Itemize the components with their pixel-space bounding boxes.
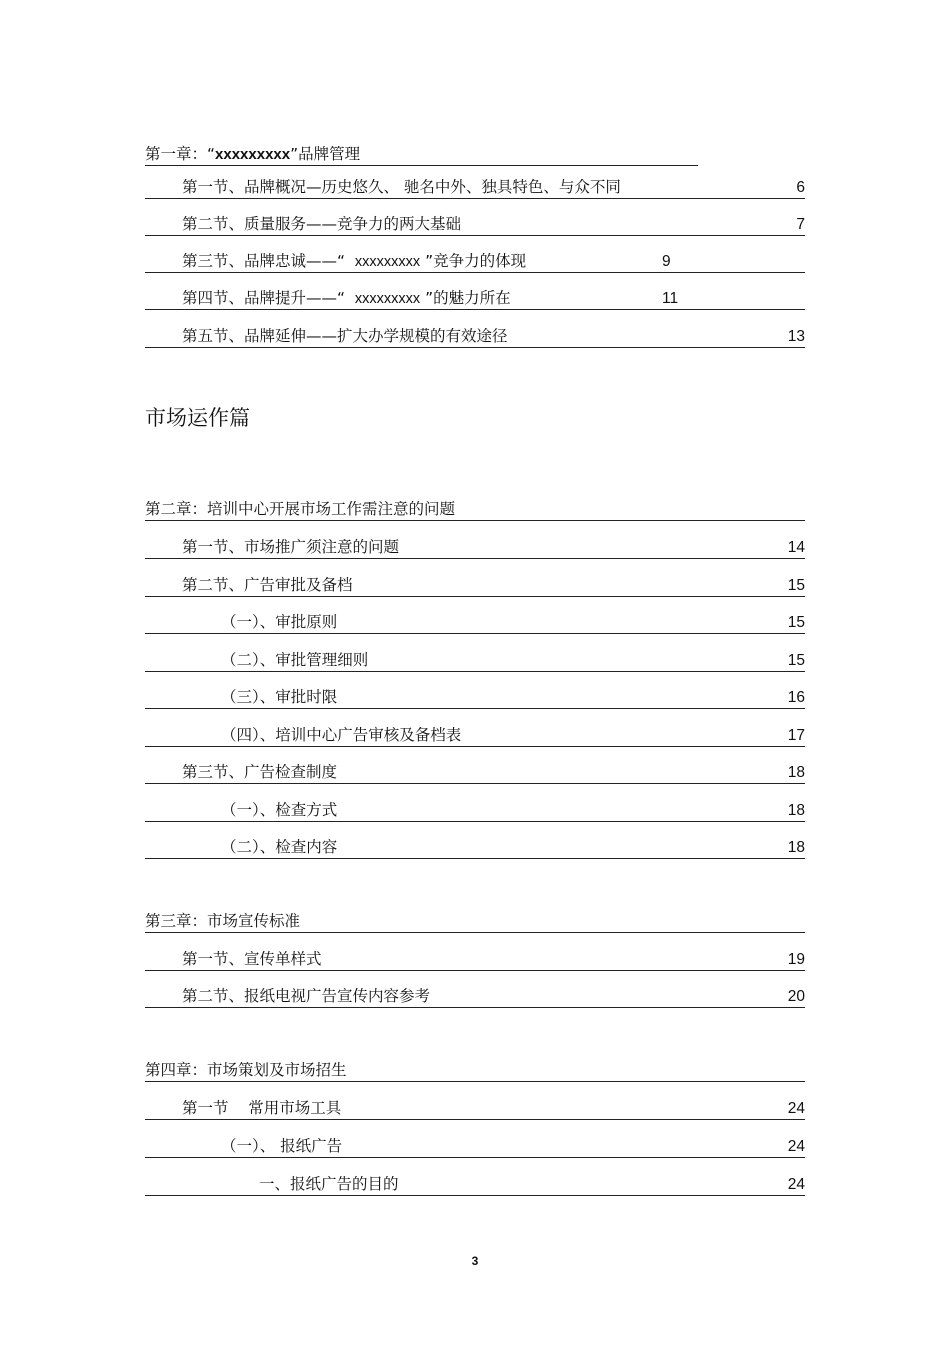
page-number: 3 [471,1254,479,1268]
toc-entry-ch1-s4[interactable] [145,287,805,310]
toc-entry-page: 24 [787,1138,805,1155]
toc-entry-ch1-s1[interactable] [145,176,805,199]
toc-entry-ch4-1[interactable] [145,1097,805,1120]
toc-entry-ch3-1[interactable] [145,948,805,971]
chapter-3-title: 第三章：市场宣传标准 [145,912,301,930]
toc-entry-label: 第一节、品牌概况—历史悠久、 驰名中外、独具特色、与众不同 [182,178,621,196]
toc-entry-page: 18 [787,802,805,819]
toc-entry-label: 第五节、品牌延伸——扩大办学规模的有效途径 [182,327,508,345]
toc-entry-label: 第一节、宣传单样式 [182,950,322,968]
chapter-3-heading [145,910,805,933]
toc-entry-ch2-7[interactable] [145,761,805,784]
toc-entry-label-part-b: ”的魅力所在 [425,289,511,307]
part-title: 市场运作篇 [145,406,250,430]
chapter-2-heading [145,498,805,521]
chapter-1-prefix: 第一章：“ [145,145,216,163]
chapter-4-title: 第四章：市场策划及市场招生 [145,1061,347,1079]
toc-entry-ch4-2[interactable] [145,1135,805,1158]
toc-entry-label: 第三节、广告检查制度 [182,763,338,781]
toc-entry-label: （一）、 报纸广告 [221,1137,343,1155]
toc-entry-ch2-2[interactable] [145,574,805,597]
toc-entry-ch3-2[interactable] [145,985,805,1008]
toc-entry-ch2-5[interactable] [145,686,805,709]
toc-entry-label-part-a: 第四节、品牌提升——“ [182,289,346,307]
toc-entry-page: 24 [787,1176,805,1193]
toc-entry-label: 第二节、质量服务——竞争力的两大基础 [182,215,462,233]
toc-entry-label: 一、报纸广告的目的 [259,1175,399,1193]
toc-entry-brand: xxxxxxxxx [354,254,421,270]
toc-entry-ch2-6[interactable] [145,724,805,747]
toc-entry-label: （一）、检查方式 [221,801,338,819]
toc-entry-page: 14 [787,539,805,556]
toc-entry-page: 18 [787,764,805,781]
toc-entry-ch1-s5[interactable] [145,325,805,348]
chapter-4-heading [145,1059,805,1082]
toc-entry-label: 第二节、报纸电视广告宣传内容参考 [182,987,431,1005]
toc-entry-page: 19 [787,951,805,968]
toc-entry-ch2-9[interactable] [145,836,805,859]
toc-entry-page: 13 [787,328,805,345]
toc-entry-label: （二）、检查内容 [221,838,338,856]
toc-entry-page: 7 [796,216,805,233]
toc-entry-label: （二）、审批管理细则 [221,651,369,669]
toc-entry-label: 第一节 常用市场工具 [182,1099,342,1117]
toc-entry-label: 第一节、市场推广须注意的问题 [182,538,400,556]
toc-entry-brand: xxxxxxxxx [354,291,421,307]
toc-entry-ch1-s3[interactable] [145,250,805,273]
toc-entry-label: （四）、培训中心广告审核及备档表 [221,726,462,744]
toc-entry-label: （一）、审批原则 [221,613,338,631]
toc-entry-page: 20 [787,988,805,1005]
toc-entry-page: 16 [787,689,805,706]
toc-entry-ch2-1[interactable] [145,536,805,559]
toc-entry-ch2-3[interactable] [145,611,805,634]
toc-entry-label: （三）、审批时限 [221,688,338,706]
chapter-2-title: 第二章：培训中心开展市场工作需注意的问题 [145,500,456,518]
toc-entry-page: 15 [787,577,805,594]
toc-entry-page: 11 [662,290,679,307]
chapter-1-heading [145,143,698,166]
toc-entry-page: 9 [662,253,671,270]
toc-entry-page: 15 [787,652,805,669]
toc-entry-label: 第二节、广告审批及备档 [182,576,353,594]
toc-entry-page: 18 [787,839,805,856]
toc-entry-label-part-b: ”竞争力的体现 [425,252,527,270]
toc-entry-page: 24 [787,1100,805,1117]
toc-entry-ch2-8[interactable] [145,799,805,822]
toc-entry-ch1-s2[interactable] [145,213,805,236]
toc-entry-ch2-4[interactable] [145,649,805,672]
toc-entry-page: 15 [787,614,805,631]
chapter-1-suffix: ”品牌管理 [290,145,361,163]
toc-entry-label-part-a: 第三节、品牌忠诚——“ [182,252,346,270]
toc-entry-page: 17 [787,727,805,744]
toc-entry-page: 6 [796,179,805,196]
toc-entry-ch4-3[interactable] [145,1173,805,1196]
chapter-1-brand: xxxxxxxxx [215,146,291,163]
